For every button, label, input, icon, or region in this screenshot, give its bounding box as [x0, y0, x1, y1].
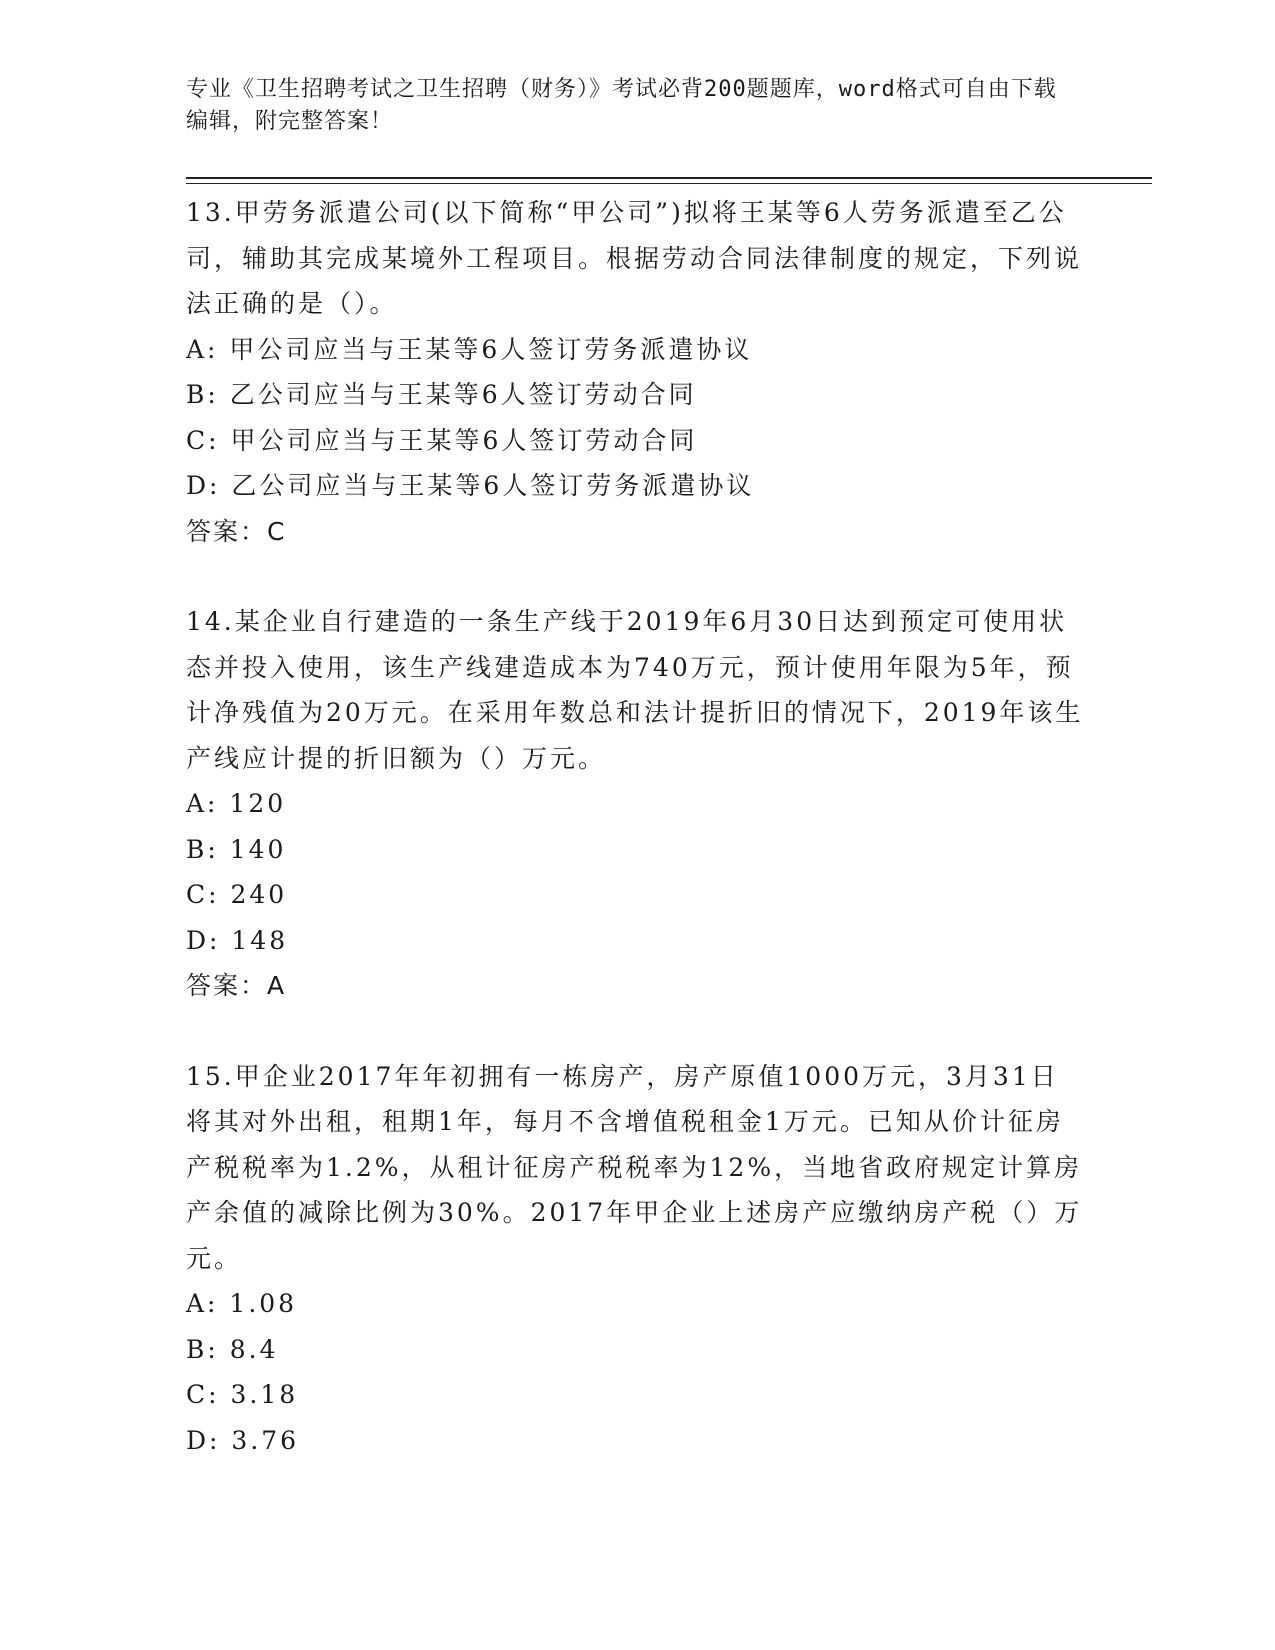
question-spacer — [186, 1009, 1086, 1054]
question-text: 14.某企业自行建造的一条生产线于2019年6月30日达到预定可使用状态并投入使用，该生产线建造成本为740万元，预计使用年限为5年，预计净残值为20万元。在采用年数总和法计提折旧的情况下，2019年该生产线应计提的折旧额为（）万元。 — [186, 607, 1084, 773]
option-d: D: 乙公司应当与王某等6人签订劳务派遣协议 — [186, 471, 755, 500]
option-c: C: 3.18 — [186, 1380, 299, 1409]
answer: 答案：A — [186, 971, 287, 1000]
header-divider-thin — [186, 183, 1152, 184]
header-divider-thick — [186, 177, 1152, 179]
option-c: C: 甲公司应当与王某等6人签订劳动合同 — [186, 425, 698, 455]
option-a: A: 甲公司应当与王某等6人签订劳务派遣协议 — [186, 334, 753, 364]
question-spacer — [186, 554, 1086, 599]
option-a: A: 120 — [186, 789, 287, 818]
option-d: D: 3.76 — [186, 1425, 300, 1455]
question-13 — [186, 190, 1086, 554]
question-text: 15.甲企业2017年年初拥有一栋房产，房产原值1000万元，3月31日将其对外出租，租期1年，每月不含增值税租金1万元。已知从价计征房产税税率为1.2%，从租计征房产税税率为12%，当地省政府规定计算房产余值的减除比例为30%。2017年甲企业上述房产应缴纳房产税（）万元。 — [186, 1061, 1083, 1273]
question-15 — [186, 1054, 1086, 1464]
option-a: A: 1.08 — [186, 1289, 298, 1318]
option-d: D: 148 — [186, 925, 289, 955]
answer: 答案：C — [186, 516, 287, 546]
question-list — [186, 190, 1086, 1463]
option-b: B: 乙公司应当与王某等6人签订劳动合同 — [186, 380, 697, 409]
question-text: 13.甲劳务派遣公司(以下简称“甲公司”)拟将王某等6人劳务派遣至乙公司，辅助其完成某境外工程项目。根据劳动合同法律制度的规定，下列说法正确的是（）。 — [186, 198, 1083, 318]
option-c: C: 240 — [186, 880, 288, 909]
document-header: 专业《卫生招聘考试之卫生招聘（财务）》考试必背200题题库，word格式可自由下载编辑，附完整答案！ — [186, 77, 1057, 134]
option-b: B: 8.4 — [186, 1334, 279, 1364]
question-14 — [186, 599, 1086, 1009]
option-b: B: 140 — [186, 834, 287, 864]
